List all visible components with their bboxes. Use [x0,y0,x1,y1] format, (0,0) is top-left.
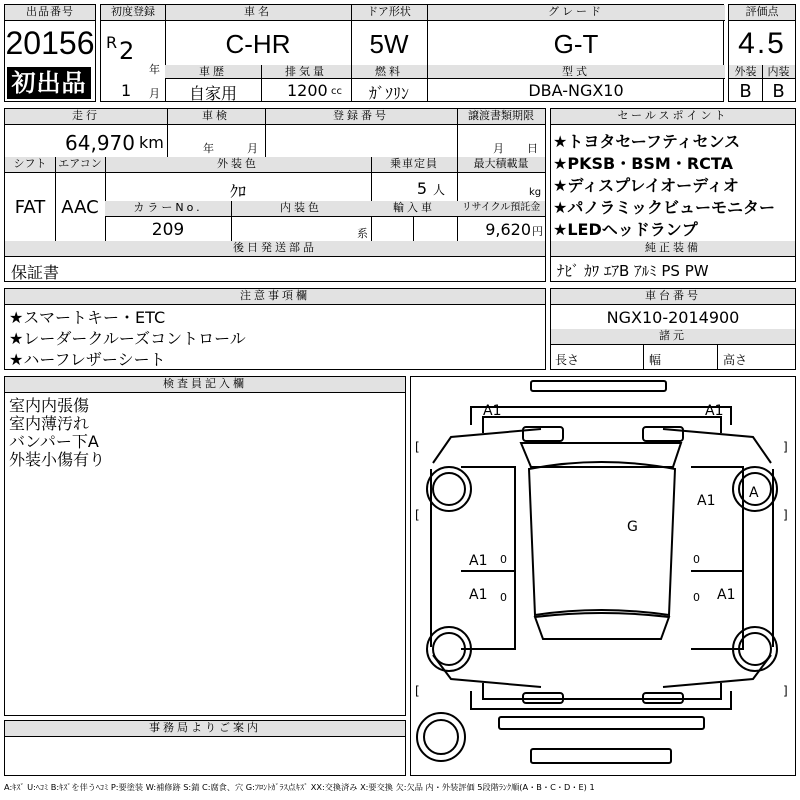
inspection-label: 車検 [167,109,265,125]
sales-point-3: ★ディスプレイオーディオ [553,176,739,195]
displacement-unit: cc [331,86,342,97]
bracket-right-1: ] [783,440,788,454]
exterior-grade-label: 外装 [729,65,762,79]
inspection-month-unit: 月 [247,142,258,155]
mileage-unit: km [139,133,164,152]
sales-point-4: ★パノラミックビューモニター [553,198,776,217]
max-load-unit: kg [529,187,542,198]
mark-a1-right-fender: A1 [697,493,716,509]
bracket-right-3: ] [783,508,788,522]
mark-a1-front-left: A1 [483,403,502,419]
fuel: ｶﾞｿﾘﾝ [368,84,409,103]
chassis-number: NGX10-2014900 [606,308,740,327]
displacement-label: 排気量 [261,65,351,79]
header-box [100,4,724,102]
lot-number-label: 出品番号 [5,5,95,21]
height-label: 高さ [723,353,748,367]
score-box [728,4,796,102]
zero-mark-1: 0 [500,553,507,566]
zero-mark-2: 0 [500,591,507,604]
width-label: 幅 [649,353,662,367]
specs-box [4,108,546,282]
capacity-unit: 人 [433,183,446,197]
year-unit: 年 [149,63,160,76]
later-parts: 保証書 [11,263,60,282]
interior-grade-label: 内装 [762,65,795,79]
car-name-label: 車名 [165,5,351,21]
office-box [4,720,406,776]
transfer-month-unit: 月 [493,142,504,155]
mark-a1-left-front-door: A1 [469,553,488,569]
ac-label: エアコン [55,157,105,173]
later-parts-label: 後日発送部品 [5,241,545,257]
history: 自家用 [188,84,237,103]
car-name: C-HR [225,29,291,59]
bracket-left-3: [ [415,508,420,522]
inspection-year-unit: 年 [203,142,214,155]
lot-number: 20156 [5,25,95,61]
shift-label: シフト [5,157,55,173]
grade: G-T [553,29,599,59]
exterior-grade: B [739,81,752,102]
first-listing-badge: 初出品 [7,67,91,99]
color-label: 外装色 [105,157,371,173]
mileage: 64,970 [65,131,135,155]
fuel-label: 燃料 [351,65,427,79]
lot-number-box [4,4,96,102]
score-label: 評価点 [729,5,795,21]
car-diagram-box [410,376,796,776]
sales-point-1: ★トヨタセーフティセンス [553,132,741,151]
sales-points-label: セールスポイント [551,109,795,125]
reg-no-label: 登録番号 [265,109,457,125]
interior-color-label: 内装色 [231,201,371,217]
bracket-left-2: [ [415,684,420,698]
recycle-deposit: 9,620 [485,220,531,239]
ac: AAC [61,197,99,218]
history-label: 車歴 [165,65,261,79]
reg-year: 2 [119,37,135,65]
color: ｸﾛ [229,182,246,201]
chassis-label: 車台番号 [551,289,795,305]
bracket-right-2: ] [783,684,788,698]
inspector-note-3: バンパー下A [9,432,99,451]
mark-a-right-wheel: A [749,485,759,501]
dims-label: 諸元 [551,329,795,345]
transfer-day-unit: 日 [527,142,538,155]
door-type: 5W [369,29,409,59]
inspector-box [4,376,406,716]
zero-mark-4: 0 [693,591,700,604]
capacity-label: 乗車定員 [371,157,457,173]
note-3: ★ハーフレザーシート [9,350,166,369]
max-load-label: 最大積載量 [457,157,545,173]
length-label: 長さ [555,353,580,367]
model: DBA-NGX10 [528,81,624,100]
sales-point-2: ★PKSB・BSM・RCTA [553,154,733,173]
note-2: ★レーダークルーズコントロール [9,329,246,348]
genuine-equipment-label: 純正装備 [551,241,795,257]
color-no-label: カラーNo. [105,201,231,217]
reg-month: 1 [121,81,132,100]
interior-grade: B [772,81,785,102]
inspector-note-4: 外装小傷有り [9,450,106,469]
transfer-label: 譲渡書類期限 [457,109,545,125]
grade-label: グレード [427,5,725,21]
mileage-label: 走行 [5,109,167,125]
mark-a1-front-right: A1 [705,403,724,419]
displacement: 1200 [287,81,328,100]
bracket-left-1: [ [415,440,420,454]
sales-point-5: ★LEDヘッドランプ [553,220,698,239]
import-label: 輸入車 [371,201,457,217]
chassis-box [550,288,796,370]
model-label: 型式 [427,65,725,79]
interior-color-unit: 系 [357,227,368,240]
color-no: 209 [151,220,185,240]
recycle-label: リサイクル預託金 [457,201,545,217]
sales-points-box [550,108,796,282]
era: R [106,33,118,52]
first-reg-label: 初度登録 [101,5,165,21]
notes-box [4,288,546,370]
inspector-label: 検査員記入欄 [5,377,405,393]
mark-a1-right-rear-door: A1 [717,587,736,603]
recycle-unit: 円 [532,225,543,238]
mark-g-windshield: G [627,519,638,535]
notes-label: 注意事項欄 [5,289,545,305]
mark-a1-left-rear-door: A1 [469,587,488,603]
door-label: ドア形状 [351,5,427,21]
capacity: 5 [416,179,427,198]
car-diagram [411,377,794,774]
genuine-equipment: ﾅﾋﾞ ｶﾜ ｴｱB ｱﾙﾐ PS PW [557,262,709,280]
zero-mark-3: 0 [693,553,700,566]
score: 4.5 [738,27,786,60]
inspector-note-1: 室内内張傷 [9,396,90,415]
shift: FAT [14,197,46,218]
month-unit: 月 [149,87,160,100]
office-label: 事務局よりご案内 [5,721,405,737]
inspector-note-2: 室内薄汚れ [9,414,90,433]
legend-footer: A:ｷｽﾞ U:ﾍｺﾐ B:ｷｽﾞを伴うﾍｺﾐ P:要塗装 W:補修跡 S:錆 C:腐食、穴 G:ﾌﾛﾝﾄｶﾞﾗｽ点ｷｽﾞ XX:交換済み X:要交換 欠:欠品 内・外装評価 5段階ﾗﾝｸ順(A・B・C・D・E) 1 [4,782,595,792]
note-1: ★スマートキー・ETC [9,308,166,327]
